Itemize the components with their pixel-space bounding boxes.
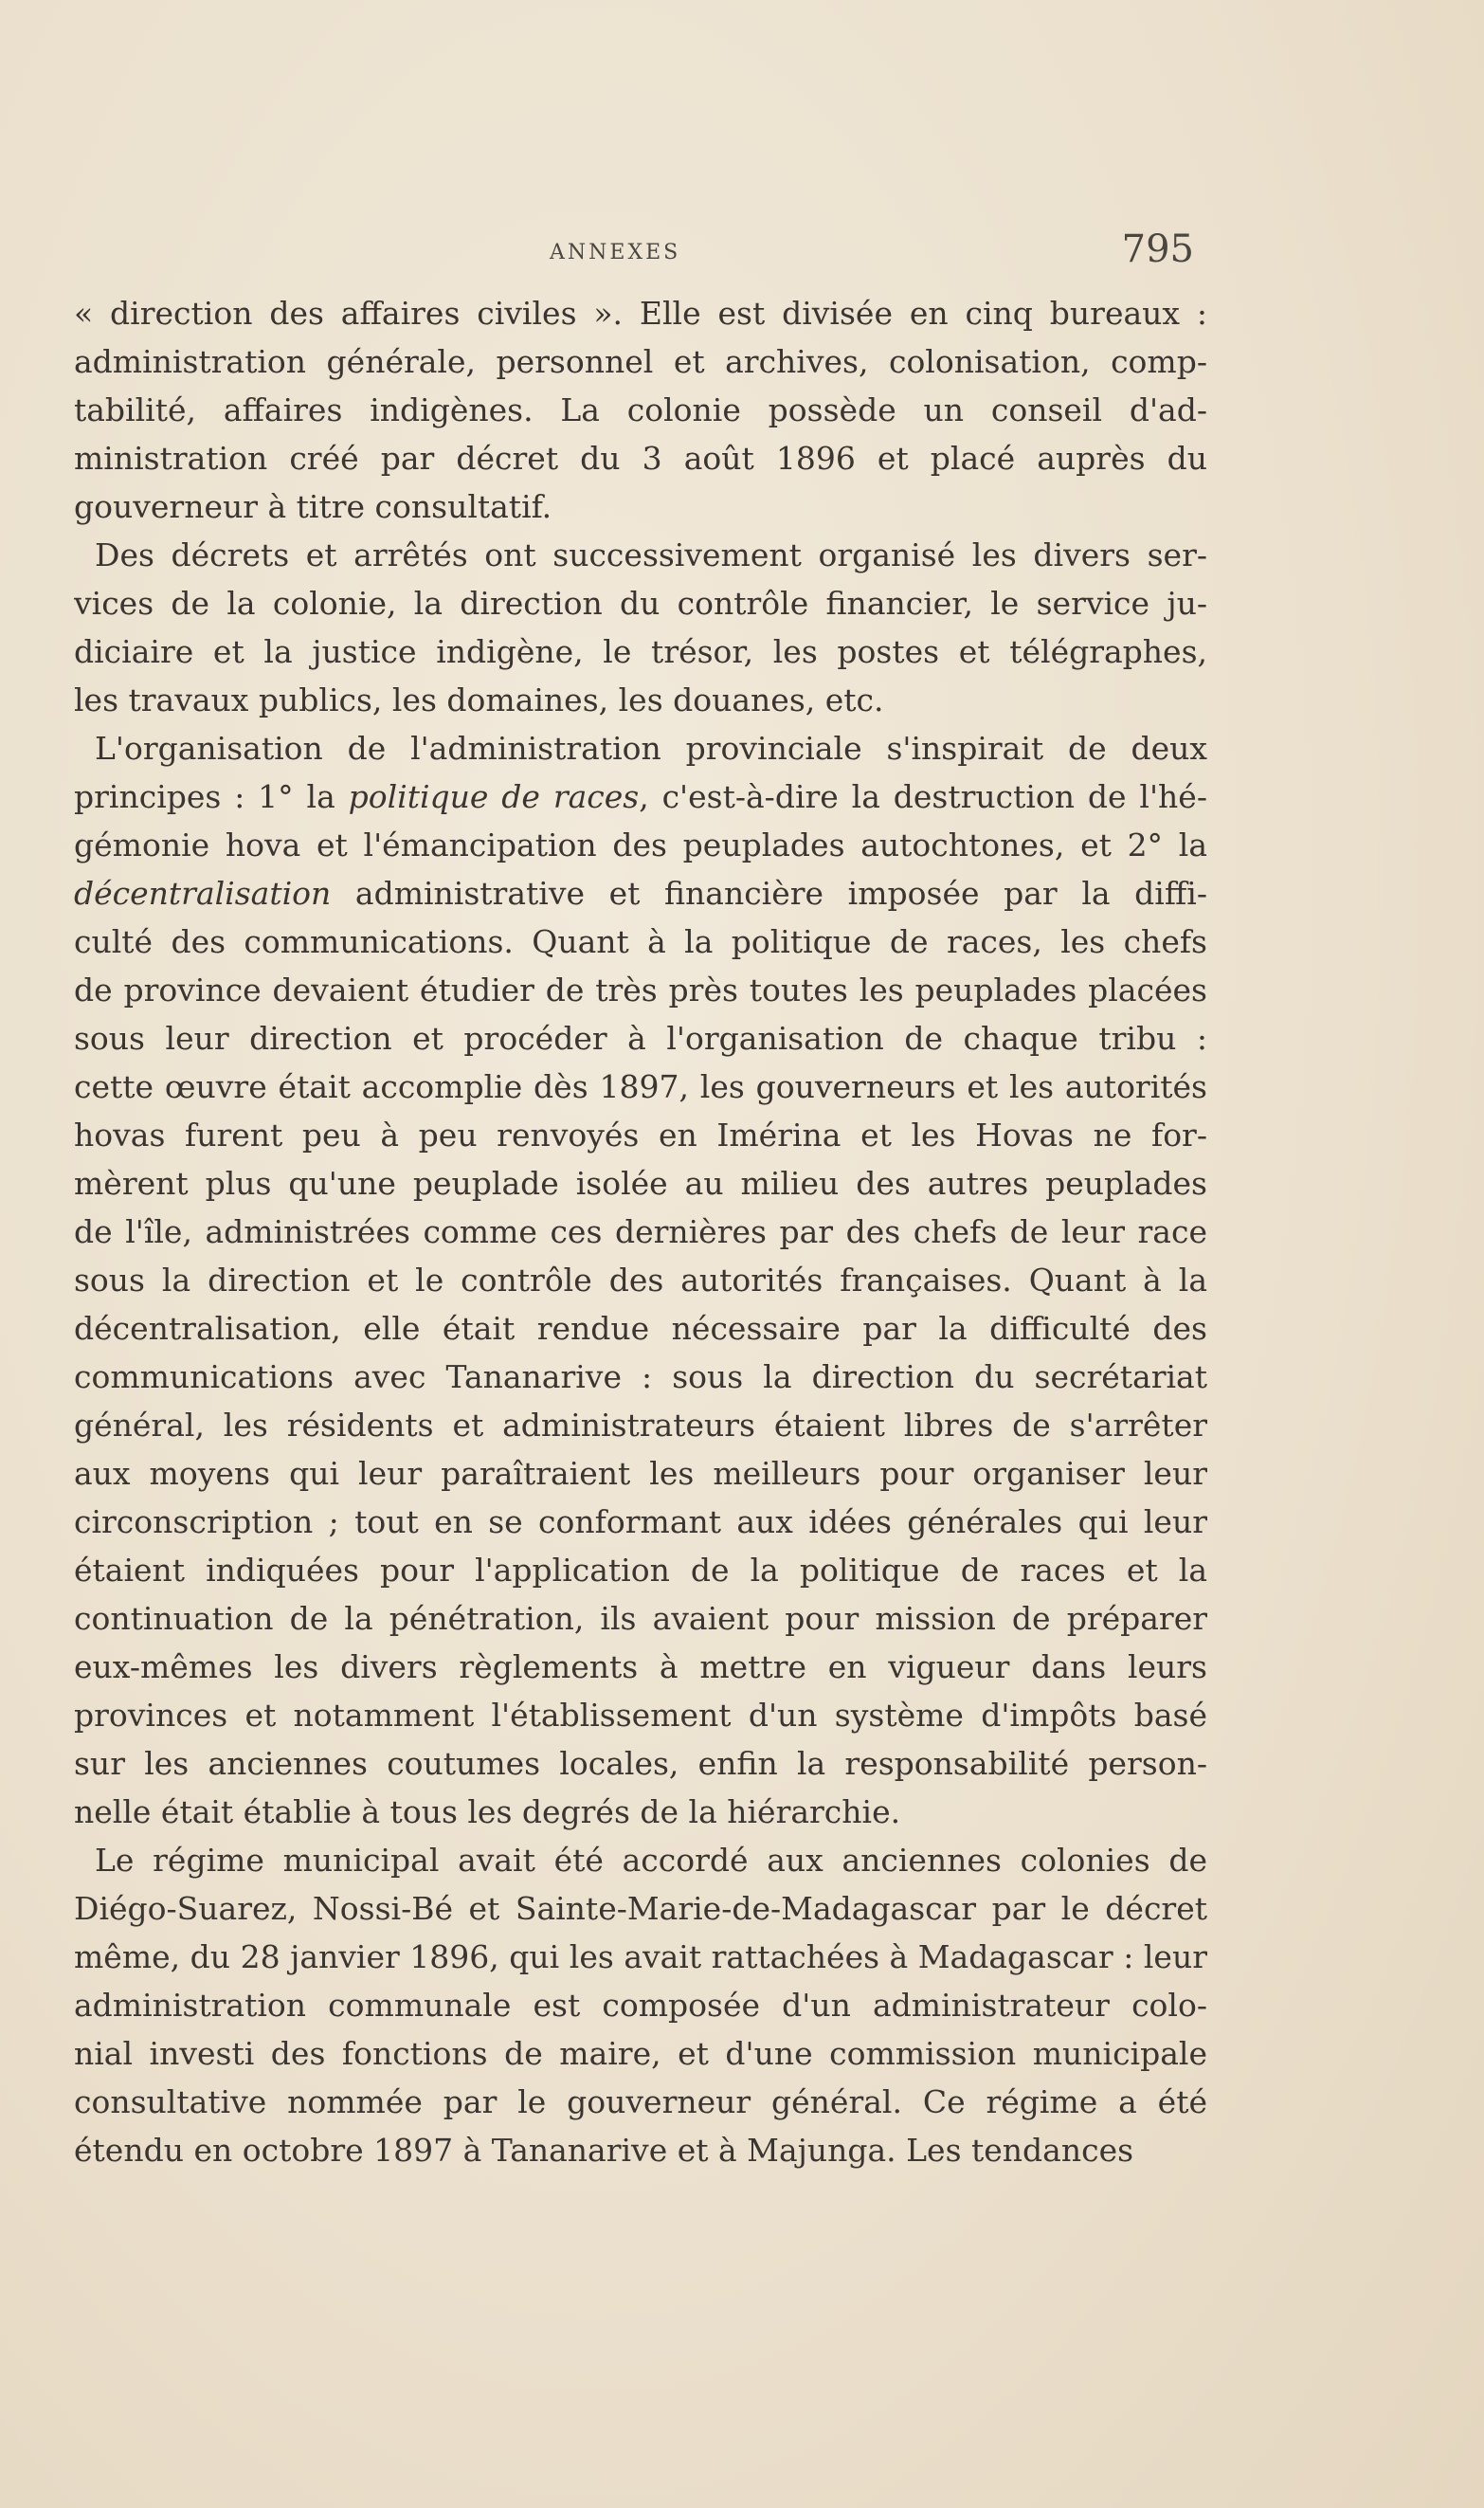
text-line: administration communale est composée d'un administrateur colo- [74,1987,1207,2024]
page-number: 795 [1121,227,1194,271]
text-line: les travaux publics, les domaines, les douanes, etc. [74,682,884,718]
text-line: vices de la colonie, la direction du contrôle financier, le service ju- [74,585,1207,622]
text-line: provinces et notamment l'établissement d'un système d'impôts basé [74,1697,1207,1734]
text-line: circonscription ; tout en se conformant aux idées générales qui leur [74,1503,1207,1540]
paragraph-4 [74,1836,1207,2174]
text-line: même, du 28 janvier 1896, qui les avait rattachées à Madagascar : leur [74,1938,1207,1975]
text-line: Des décrets et arrêtés ont successivement organisé les divers ser- [95,536,1207,573]
text-line: tabilité, affaires indigènes. La colonie possède un conseil d'ad- [74,391,1207,428]
text-line: étendu en octobre 1897 à Tananarive et à Majunga. Les tendances [74,2132,1134,2169]
text-line: hovas furent peu à peu renvoyés en Imérina et les Hovas ne for- [74,1117,1207,1154]
text-line: culté des communications. Quant à la politique de races, les chefs [74,923,1207,960]
text-line: eux-mêmes les divers règlements à mettre en vigueur dans leurs [74,1648,1207,1685]
text-line: décentralisation administrative et financière imposée par la diffi- [74,875,1207,912]
running-head: ANNEXES [550,241,681,264]
text-line: nial investi des fonctions de maire, et d'une commission municipale [74,2035,1207,2072]
page-header [76,227,1194,284]
text-line: Le régime municipal avait été accordé aux anciennes colonies de [95,1842,1207,1879]
text-line: « direction des affaires civiles ». Elle est divisée en cinq bureaux : [74,295,1207,332]
paragraph-1 [74,289,1207,531]
text-line: communications avec Tananarive : sous la direction du secrétariat [74,1358,1207,1395]
text-line: sous leur direction et procéder à l'organisation de chaque tribu : [74,1020,1207,1057]
text-line: sur les anciennes coutumes locales, enfin la responsabilité person- [74,1745,1207,1782]
text-line: nelle était établie à tous les degrés de la hiérarchie. [74,1793,901,1830]
text-line: gouverneur à titre consultatif. [74,488,552,525]
text-line: gémonie hova et l'émancipation des peuplades autochtones, et 2° la [74,827,1207,863]
text-line: de l'île, administrées comme ces dernières par des chefs de leur race [74,1213,1207,1250]
paragraph-3 [74,724,1207,1836]
text-line: cette œuvre était accomplie dès 1897, les gouverneurs et les autorités [74,1068,1207,1105]
text-line: principes : 1° la politique de races, c'est-à-dire la destruction de l'hé- [74,778,1207,815]
text-line: Diégo-Suarez, Nossi-Bé et Sainte-Marie-de-Madagascar par le décret [74,1890,1207,1927]
text-line: continuation de la pénétration, ils avaient pour mission de préparer [74,1600,1207,1637]
body-text [74,289,1207,2194]
text-line: décentralisation, elle était rendue nécessaire par la difficulté des [74,1310,1207,1347]
text-line: administration générale, personnel et archives, colonisation, comp- [74,343,1207,380]
text-line: aux moyens qui leur paraîtraient les meilleurs pour organiser leur [74,1455,1207,1492]
text-line: ministration créé par décret du 3 août 1896 et placé auprès du [74,440,1207,477]
text-line: sous la direction et le contrôle des autorités françaises. Quant à la [74,1262,1207,1299]
text-line: général, les résidents et administrateurs étaient libres de s'arrêter [74,1407,1207,1444]
paragraph-2 [74,531,1207,724]
text-line: consultative nommée par le gouverneur général. Ce régime a été [74,2083,1207,2120]
text-line: mèrent plus qu'une peuplade isolée au milieu des autres peuplades [74,1165,1207,1202]
text-line: étaient indiquées pour l'application de la politique de races et la [74,1552,1207,1589]
text-line: L'organisation de l'administration provinciale s'inspirait de deux [95,730,1207,767]
text-line: diciaire et la justice indigène, le trésor, les postes et télégraphes, [74,633,1207,670]
text-line: de province devaient étudier de très près toutes les peuplades placées [74,972,1207,1009]
